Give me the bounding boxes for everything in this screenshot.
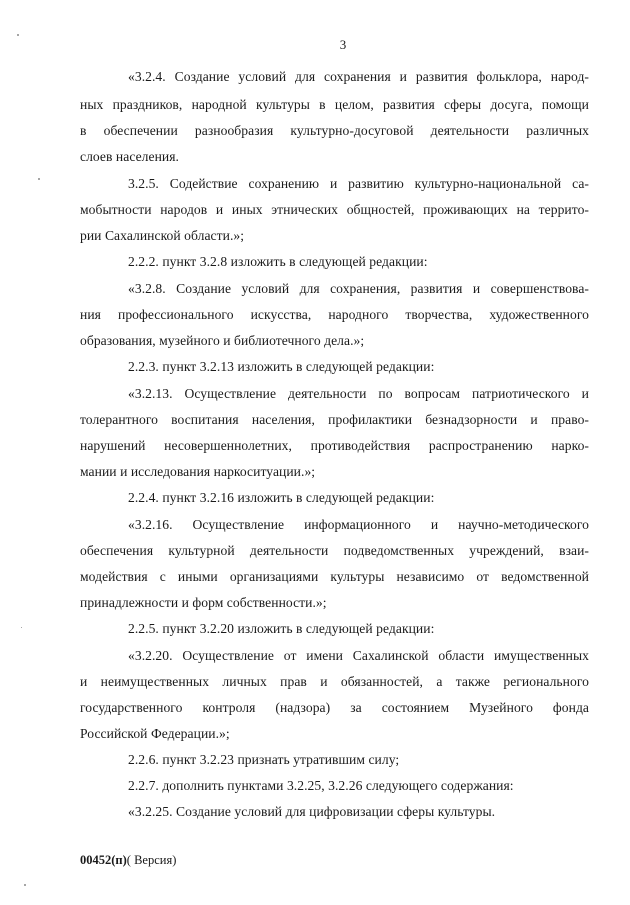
text-line: рии Сахалинской области.»; <box>80 228 245 243</box>
text-line: «3.2.4. Создание условий для сохранения и развития фольклора, народ- <box>128 69 589 84</box>
text-line: нарушений несовершеннолетних, противодействия распространению нарко- <box>80 438 589 453</box>
text-line: 2.2.5. пункт 3.2.20 изложить в следующей редакции: <box>128 621 435 636</box>
text-line: и неимущественных личных прав и обязанностей, а также регионального <box>80 674 589 689</box>
text-line: «3.2.16. Осуществление информационного и научно-методического <box>128 517 589 532</box>
text-line: принадлежности и форм собственности.»; <box>80 595 327 610</box>
document-footer <box>80 853 176 868</box>
text-line: в обеспечении разнообразия культурно-досуговой деятельности различных <box>80 123 589 138</box>
scan-speck <box>24 884 26 886</box>
text-line: 3.2.5. Содействие сохранению и развитию культурно-национальной са- <box>128 176 589 191</box>
text-line: 2.2.2. пункт 3.2.8 изложить в следующей редакции: <box>128 254 428 269</box>
text-line: Российской Федерации.»; <box>80 726 230 741</box>
document-code: 00452(п) <box>80 853 127 867</box>
text-line: образования, музейного и библиотечного дела.»; <box>80 333 365 348</box>
text-line: 2.2.6. пункт 3.2.23 признать утратившим силу; <box>128 752 400 767</box>
scan-speck <box>38 178 40 180</box>
text-line: «3.2.13. Осуществление деятельности по вопросам патриотического и <box>128 386 589 401</box>
text-line: мобытности народов и иных этнических общностей, проживающих на террито- <box>80 202 589 217</box>
text-line: ных праздников, народной культуры в целом, развития сферы досуга, помощи <box>80 97 589 112</box>
text-line: государственного контроля (надзора) за состоянием Музейного фонда <box>80 700 589 715</box>
text-line: «3.2.20. Осуществление от имени Сахалинской области имущественных <box>128 648 589 663</box>
text-line: 2.2.3. пункт 3.2.13 изложить в следующей редакции: <box>128 359 435 374</box>
text-line: модействия с иными организациями культуры независимо от ведомственной <box>80 569 589 584</box>
text-line: «3.2.8. Создание условий для сохранения, развития и совершенствова- <box>128 281 589 296</box>
page-number: 3 <box>339 37 347 52</box>
text-line: ния профессионального искусства, народного творчества, художественного <box>80 307 589 322</box>
scan-speck <box>21 627 22 628</box>
scan-speck <box>17 34 19 36</box>
text-line: 2.2.4. пункт 3.2.16 изложить в следующей редакции: <box>128 490 435 505</box>
text-line: обеспечения культурной деятельности подведомственных учреждений, взаи- <box>80 543 589 558</box>
document-version: ( Версия) <box>126 853 177 867</box>
text-line: мании и исследования наркоситуации.»; <box>80 464 316 479</box>
text-line: слоев населения. <box>80 149 179 164</box>
text-line: 2.2.7. дополнить пунктами 3.2.25, 3.2.26 следующего содержания: <box>128 778 514 793</box>
text-line: «3.2.25. Создание условий для цифровизации сферы культуры. <box>128 804 496 819</box>
text-line: толерантного воспитания населения, профилактики безнадзорности и право- <box>80 412 589 427</box>
